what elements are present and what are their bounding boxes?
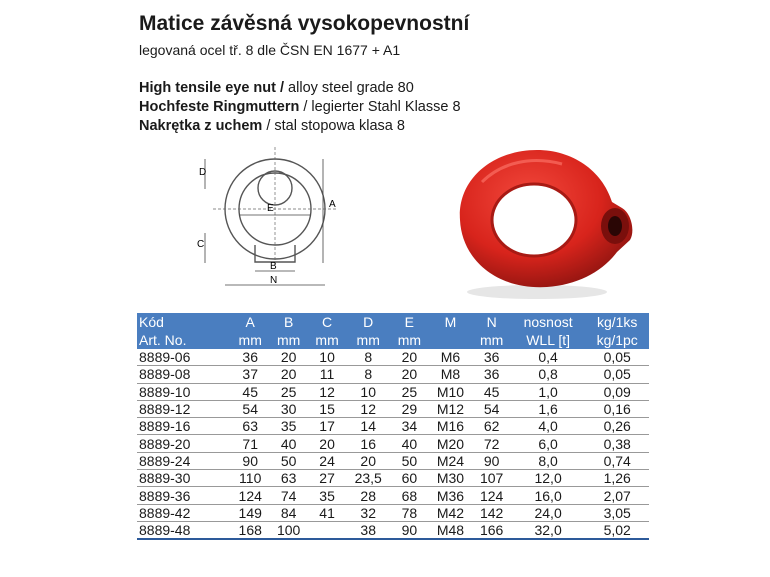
table-cell: 62	[483, 418, 500, 435]
table-cell: 8	[364, 366, 373, 383]
table-row	[137, 349, 649, 366]
table-cell: 14	[360, 418, 376, 435]
table-cell: 107	[479, 470, 504, 487]
table-cell: 0,74	[603, 452, 631, 469]
unit-e: mm	[397, 332, 422, 348]
table-cell: 17	[319, 418, 335, 435]
label-e: E	[267, 203, 274, 214]
table-cell: 63	[242, 418, 258, 435]
table-cell: 90	[401, 522, 418, 539]
table-cell: 40	[401, 435, 418, 452]
table-cell: 0,16	[603, 401, 631, 418]
cell-code: 8889-06	[139, 349, 191, 366]
table-cell: 72	[483, 435, 500, 452]
table-row	[137, 487, 649, 504]
header-n: N	[486, 314, 497, 330]
table-row	[137, 383, 649, 400]
cell-code: 8889-12	[139, 401, 191, 418]
translation-english-rest: alloy steel grade 80	[284, 80, 414, 96]
header-code: Kód	[139, 314, 164, 330]
table-cell: M36	[436, 487, 465, 504]
table-cell: 40	[280, 435, 297, 452]
table-cell: M6	[440, 349, 461, 366]
cell-code: 8889-36	[139, 487, 191, 504]
table-cell: 45	[242, 383, 258, 400]
unit-m	[429, 331, 473, 349]
table-cell: 63	[280, 470, 297, 487]
table-cell	[308, 521, 346, 539]
table-cell: 50	[280, 452, 297, 469]
table-cell: 27	[319, 470, 335, 487]
table-header-row-2	[137, 331, 649, 349]
table-cell: 36	[483, 349, 500, 366]
table-cell: 20	[401, 366, 418, 383]
table-cell: 20	[319, 435, 335, 452]
label-n: N	[270, 275, 278, 286]
table-cell: 8	[364, 349, 373, 366]
table-cell: 54	[483, 401, 500, 418]
table-cell: 20	[280, 349, 297, 366]
cell-code: 8889-20	[139, 435, 191, 452]
table-cell: 8,0	[538, 452, 558, 469]
table-cell: 1,0	[538, 383, 558, 400]
table-cell: 1,6	[538, 401, 558, 418]
unit-d: mm	[356, 332, 380, 348]
table-row	[137, 400, 649, 417]
table-cell: 45	[483, 383, 500, 400]
label-a: A	[329, 199, 336, 210]
header-b: B	[283, 314, 294, 330]
header-a: A	[245, 314, 255, 330]
table-cell: 10	[319, 349, 335, 366]
cell-code: 8889-16	[139, 418, 191, 435]
page-subtitle: legovaná ocel tř. 8 dle ČSN EN 1677 + A1	[139, 42, 401, 58]
table-cell: 166	[479, 522, 504, 539]
table-row	[137, 366, 649, 383]
table-cell: 54	[242, 401, 258, 418]
table-cell: 12	[360, 401, 376, 418]
unit-a: mm	[238, 332, 262, 348]
table-cell: 16,0	[534, 487, 562, 504]
label-d: D	[199, 167, 207, 178]
table-cell: 100	[276, 522, 301, 539]
unit-n: mm	[479, 332, 504, 348]
table-cell: 37	[242, 366, 258, 383]
table-cell: 15	[319, 401, 335, 418]
table-row	[137, 418, 649, 435]
table-cell: 24	[319, 452, 335, 469]
table-cell: 60	[401, 470, 418, 487]
table-cell: 4,0	[538, 418, 558, 435]
table-cell: 28	[360, 487, 376, 504]
table-cell: 23,5	[354, 470, 382, 487]
table-row	[137, 521, 649, 539]
unit-wll: WLL [t]	[526, 332, 571, 348]
table-cell: 124	[238, 487, 262, 504]
table-cell: 74	[280, 487, 297, 504]
table-cell: 36	[483, 366, 500, 383]
translation-german-rest: / legierter Stahl Klasse 8	[299, 99, 461, 115]
table-cell: 12,0	[534, 470, 562, 487]
table-cell: 20	[401, 349, 418, 366]
table-row	[137, 470, 649, 487]
table-cell: 124	[479, 487, 504, 504]
table-cell: M30	[436, 470, 465, 487]
table-cell: 29	[401, 401, 418, 418]
table-cell: 36	[242, 349, 258, 366]
table-cell: M20	[436, 435, 465, 452]
cell-code: 8889-10	[139, 383, 191, 400]
table-cell: 6,0	[538, 435, 558, 452]
table-cell: 3,05	[603, 504, 631, 521]
table-cell: 50	[401, 452, 418, 469]
table-cell: 0,8	[538, 366, 558, 383]
header-e: E	[404, 314, 415, 330]
table-cell: 110	[239, 470, 262, 487]
table-cell: M10	[436, 383, 465, 400]
table-cell: M16	[436, 418, 465, 435]
table-cell: 168	[238, 522, 262, 539]
table-cell: 142	[479, 504, 504, 521]
eye-nut-photo	[452, 142, 637, 302]
table-cell: 25	[401, 383, 418, 400]
table-cell: 30	[280, 401, 297, 418]
table-cell: M42	[436, 504, 465, 521]
table-cell: 32,0	[534, 522, 562, 539]
table-cell: 5,02	[603, 522, 631, 539]
unit-c: mm	[315, 332, 339, 348]
translation-polish	[139, 118, 405, 134]
technical-drawing	[195, 145, 355, 295]
table-cell: 1,26	[603, 470, 631, 487]
table-cell: 0,05	[603, 349, 631, 366]
table-cell: M12	[436, 401, 465, 418]
table-cell: M24	[436, 452, 465, 469]
table-cell: 149	[238, 504, 262, 521]
table-cell: 20	[360, 452, 376, 469]
table-cell: 25	[280, 383, 297, 400]
table-cell: 84	[280, 504, 297, 521]
header-weight: kg/1ks	[596, 314, 638, 330]
cell-code: 8889-30	[139, 470, 191, 487]
translation-english	[139, 80, 414, 96]
translation-german-bold: Hochfeste Ringmuttern	[139, 99, 300, 115]
unit-b: mm	[276, 332, 301, 348]
table-cell: 35	[280, 418, 297, 435]
cell-code: 8889-48	[139, 522, 191, 539]
table-row	[137, 435, 649, 452]
translation-polish-rest: / stal stopowa klasa 8	[262, 118, 405, 134]
table-cell: 16	[360, 435, 376, 452]
table-row	[137, 504, 649, 521]
table-cell: 20	[280, 366, 297, 383]
label-b: B	[270, 261, 277, 272]
translation-polish-bold: Nakrętka z uchem	[139, 118, 263, 134]
table-cell: 11	[319, 366, 335, 383]
cell-code: 8889-08	[139, 366, 191, 383]
table-cell: M8	[440, 366, 461, 383]
header-c: C	[322, 314, 333, 330]
table-cell: 90	[483, 452, 500, 469]
table-row	[137, 452, 649, 469]
table-cell: 90	[242, 452, 258, 469]
page-title: Matice závěsná vysokopevnostní	[139, 12, 470, 35]
table-cell: 35	[319, 487, 335, 504]
table-cell: 71	[242, 435, 258, 452]
table-cell: 0,38	[603, 435, 631, 452]
cell-code: 8889-42	[139, 504, 191, 521]
table-cell: 24,0	[534, 504, 562, 521]
table-cell: 38	[360, 522, 376, 539]
table-cell: 41	[319, 504, 335, 521]
table-cell: M48	[436, 522, 465, 539]
label-c: C	[197, 239, 205, 250]
table-cell: 0,05	[603, 366, 631, 383]
table-cell: 10	[360, 383, 376, 400]
translation-english-bold: High tensile eye nut /	[139, 80, 285, 96]
cell-code: 8889-24	[139, 452, 191, 469]
specs-table	[137, 313, 649, 540]
header-art-no: Art. No.	[139, 332, 187, 348]
table-cell: 0,26	[603, 418, 631, 435]
header-m: M	[444, 314, 457, 330]
translation-german	[139, 99, 461, 115]
unit-kg: kg/1pc	[596, 332, 638, 348]
table-cell: 68	[401, 487, 418, 504]
table-cell: 0,09	[603, 383, 631, 400]
table-cell: 78	[401, 504, 418, 521]
table-cell: 32	[360, 504, 376, 521]
table-header-row-1	[137, 313, 649, 331]
table-cell: 0,4	[538, 349, 558, 366]
table-cell: 2,07	[603, 487, 631, 504]
header-capacity: nosnost	[523, 314, 573, 330]
table-cell: 12	[319, 383, 335, 400]
table-cell: 34	[401, 418, 418, 435]
header-d: D	[363, 314, 374, 330]
